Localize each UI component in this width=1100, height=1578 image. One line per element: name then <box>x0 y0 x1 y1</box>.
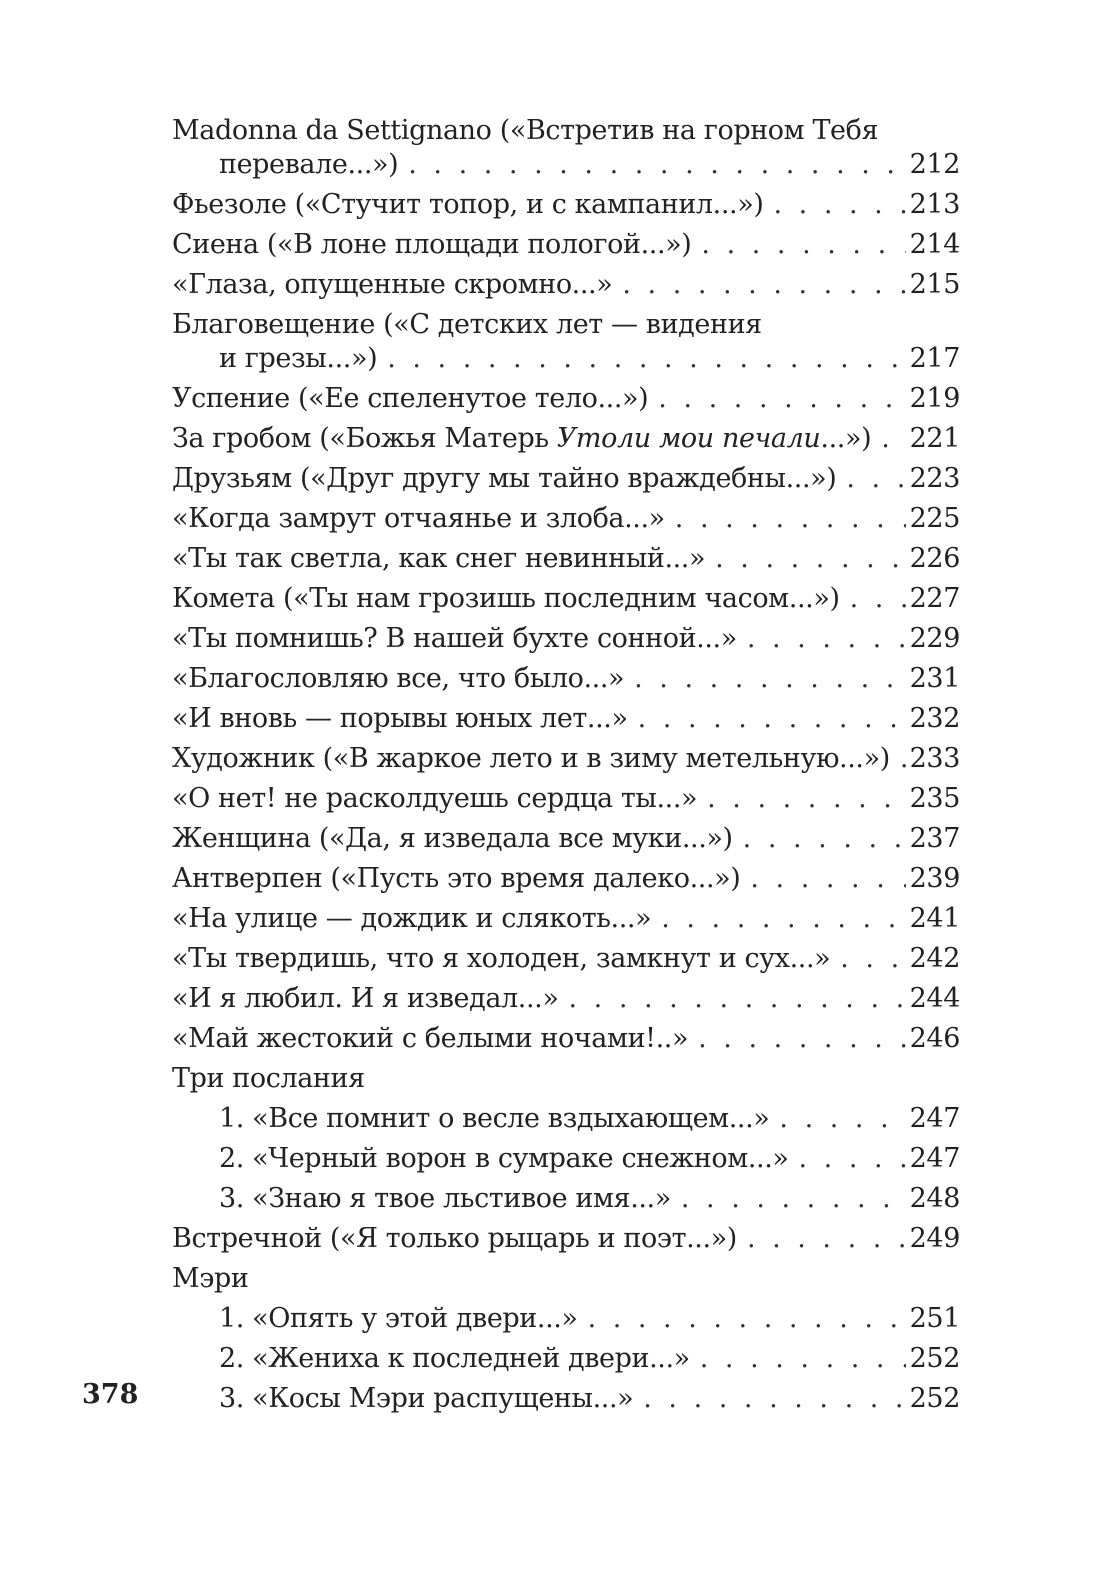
toc-section-heading <box>172 1062 960 1102</box>
toc-entry-title: Встречной («Я только рыцарь и поэт...») <box>172 1223 737 1254</box>
toc-entry-page: 214 <box>909 229 960 260</box>
dot-leader <box>846 462 905 496</box>
toc-entry-line <box>172 942 960 976</box>
dot-leader <box>661 902 905 936</box>
dot-leader <box>387 342 905 376</box>
toc-entry-title: Художник («В жаркое лето и в зиму метельную...») <box>172 743 890 774</box>
toc-entry-title: Мэри <box>172 1263 249 1294</box>
dot-leader <box>747 622 906 656</box>
toc-entry-page: 241 <box>909 903 960 934</box>
toc-entry-title: 2. «Черный ворон в сумраке снежном...» <box>219 1143 789 1174</box>
toc-entry-page: 225 <box>909 503 960 534</box>
toc-entry <box>172 462 960 502</box>
toc-entry-title: «Ты твердишь, что я холоден, замкнут и сух...» <box>172 943 831 974</box>
toc-entry-page: 251 <box>909 1303 960 1334</box>
toc-entry-page: 246 <box>909 1023 960 1054</box>
toc-entry-page: 247 <box>909 1143 960 1174</box>
toc-title-part: За гробом («Божья Матерь <box>172 423 557 454</box>
dot-leader <box>850 582 906 616</box>
toc-entry-title: Антверпен («Пусть это время далеко...») <box>172 863 741 894</box>
toc-entry <box>172 542 960 582</box>
toc-entry <box>172 382 960 422</box>
toc-entry <box>172 1022 960 1062</box>
toc-entry-title: «Благословляю все, что было...» <box>172 663 625 694</box>
toc-entry-page: 223 <box>909 463 960 494</box>
toc-entry-line <box>172 462 960 496</box>
toc-entry-page: 248 <box>909 1183 960 1214</box>
toc-entry-page: 227 <box>909 583 960 614</box>
dot-leader <box>840 942 905 976</box>
toc-entry-line <box>172 502 960 536</box>
dot-leader <box>700 1342 906 1376</box>
toc-entry-line <box>172 228 960 262</box>
toc-entry-line <box>219 1142 960 1176</box>
dot-leader <box>658 382 905 416</box>
toc-entry <box>172 622 960 662</box>
dot-leader <box>675 502 906 536</box>
toc-entry <box>172 1302 960 1342</box>
toc-entry-title: «Май жестокий с белыми ночами!..» <box>172 1023 689 1054</box>
toc-entry <box>172 1102 960 1142</box>
toc-entry-continuation-line <box>172 148 960 182</box>
toc-entry-page: 242 <box>909 943 960 974</box>
toc-entry-line <box>172 1262 960 1296</box>
toc-entry-title: 3. «Косы Мэри распущены...» <box>219 1383 634 1414</box>
toc-entry-page: 249 <box>909 1223 960 1254</box>
toc-entry-line <box>172 742 960 776</box>
toc-entry-title <box>172 422 871 456</box>
toc-entry-title: «Когда замрут отчаянье и злоба...» <box>172 503 665 534</box>
toc-entry <box>172 188 960 228</box>
toc-entry-title: «Ты так светла, как снег невинный...» <box>172 543 706 574</box>
toc-entry <box>172 582 960 622</box>
dot-leader <box>779 1102 905 1136</box>
dot-leader <box>698 1022 906 1056</box>
toc-entry-line <box>172 268 960 302</box>
toc-entry-line <box>219 1382 960 1416</box>
toc-entry-title-continuation: и грезы...») <box>219 343 378 374</box>
toc-entry-page: 232 <box>909 703 960 734</box>
toc-entry-line <box>172 622 960 656</box>
toc-entry-line <box>172 822 960 856</box>
toc-entry-title: «Глаза, опущенные скромно...» <box>172 269 613 300</box>
toc-title-part: ...») <box>820 423 872 454</box>
toc-entry-first-line <box>172 114 960 148</box>
toc-entry-page: 247 <box>909 1103 960 1134</box>
toc-entry-title: «И я любил. И я изведал...» <box>172 983 559 1014</box>
toc-entry-line <box>172 1062 960 1096</box>
toc-entry-title-continuation: перевале...») <box>219 149 399 180</box>
dot-leader <box>681 1182 906 1216</box>
toc-entry-title: Фьезоле («Стучит топор, и с кампанил...») <box>172 189 764 220</box>
toc-entry-line <box>172 188 960 222</box>
toc-title-italic: Утоли мои печали <box>556 423 821 454</box>
toc-entry <box>172 502 960 542</box>
dot-leader <box>643 1382 905 1416</box>
toc-entry <box>172 742 960 782</box>
toc-entry-title: Комета («Ты нам грозишь последним часом...») <box>172 583 840 614</box>
toc-entry-line <box>219 1182 960 1216</box>
toc-entry-title: 1. «Все помнит о весле вздыхающем...» <box>219 1103 770 1134</box>
dot-leader <box>750 862 905 896</box>
toc-entry-continuation-line <box>172 342 960 376</box>
toc-entry <box>172 268 960 308</box>
toc-entry <box>172 942 960 982</box>
toc-entry-title: Успение («Ее спеленутое тело...») <box>172 383 649 414</box>
toc-entry-page: 219 <box>909 383 960 414</box>
toc-entry <box>172 1222 960 1262</box>
toc-entry-first-line <box>172 308 960 342</box>
toc-entry-title: «Ты помнишь? В нашей бухте сонной...» <box>172 623 737 654</box>
toc-entry-line <box>172 982 960 1016</box>
toc-entry-title: Друзьям («Друг другу мы тайно враждебны...») <box>172 463 837 494</box>
toc-entry <box>172 982 960 1022</box>
toc-entry <box>172 308 960 382</box>
dot-leader <box>715 542 906 576</box>
dot-leader <box>634 662 906 696</box>
toc-entry <box>172 1182 960 1222</box>
toc-entry-line <box>172 1022 960 1056</box>
toc-entry-line <box>219 1102 960 1136</box>
toc-entry <box>172 114 960 188</box>
dot-leader <box>568 982 905 1016</box>
toc-entry <box>172 422 960 462</box>
toc-entry-page: 212 <box>909 149 960 180</box>
toc-entry-page: 221 <box>909 423 960 454</box>
toc-entry-title: Женщина («Да, я изведала все муки...») <box>172 823 733 854</box>
toc-entry-page: 237 <box>909 823 960 854</box>
dot-leader <box>747 1222 906 1256</box>
dot-leader <box>900 742 906 776</box>
toc-entry-page: 231 <box>909 663 960 694</box>
toc-entry-page: 229 <box>909 623 960 654</box>
toc-section-heading <box>172 1262 960 1302</box>
table-of-contents <box>172 114 960 1422</box>
toc-entry <box>172 1382 960 1422</box>
toc-entry-line <box>219 1302 960 1336</box>
toc-entry <box>172 662 960 702</box>
toc-entry-line <box>172 542 960 576</box>
dot-leader <box>707 782 906 816</box>
toc-entry <box>172 702 960 742</box>
dot-leader <box>881 422 905 456</box>
toc-entry-line <box>219 1342 960 1376</box>
toc-entry <box>172 782 960 822</box>
toc-entry <box>172 1342 960 1382</box>
toc-entry-page: 217 <box>909 343 960 374</box>
toc-entry-page: 252 <box>909 1383 960 1414</box>
toc-entry-title: «О нет! не расколдуешь сердца ты...» <box>172 783 698 814</box>
toc-entry-title: 2. «Жениха к последней двери...» <box>219 1343 690 1374</box>
toc-entry-title: Благовещение («С детских лет — видения <box>172 309 762 340</box>
toc-entry-line <box>172 862 960 896</box>
toc-entry-title: «И вновь — порывы юных лет...» <box>172 703 628 734</box>
toc-entry <box>172 822 960 862</box>
toc-entry-line <box>172 662 960 696</box>
toc-entry-title: «На улице — дождик и слякоть...» <box>172 903 652 934</box>
toc-entry-page: 213 <box>909 189 960 220</box>
dot-leader <box>588 1302 906 1336</box>
toc-entry-title: 1. «Опять у этой двери...» <box>219 1303 578 1334</box>
dot-leader <box>638 702 906 736</box>
toc-entry-page: 252 <box>909 1343 960 1374</box>
dot-leader <box>799 1142 906 1176</box>
toc-entry <box>172 862 960 902</box>
toc-entry <box>172 902 960 942</box>
toc-entry-page: 215 <box>909 269 960 300</box>
toc-entry-line <box>172 782 960 816</box>
dot-leader <box>773 188 905 222</box>
toc-entry-line <box>172 422 960 456</box>
dot-leader <box>743 822 906 856</box>
toc-entry-title: 3. «Знаю я твое льстивое имя...» <box>219 1183 671 1214</box>
toc-entry-page: 239 <box>909 863 960 894</box>
dot-leader <box>622 268 905 302</box>
toc-entry-line <box>172 382 960 416</box>
dot-leader <box>701 228 905 262</box>
page-number: 378 <box>82 1379 139 1410</box>
dot-leader <box>408 148 905 182</box>
toc-entry-title: Сиена («В лоне площади пологой...») <box>172 229 692 260</box>
toc-entry-line <box>172 902 960 936</box>
toc-entry-page: 235 <box>909 783 960 814</box>
toc-entry-page: 233 <box>909 743 960 774</box>
toc-entry <box>172 1142 960 1182</box>
toc-entry <box>172 228 960 268</box>
toc-entry-title: Три послания <box>172 1063 365 1094</box>
toc-entry-line <box>172 702 960 736</box>
toc-entry-title: Madonna da Settignano («Встретив на горном Тебя <box>172 115 879 146</box>
toc-entry-line <box>172 1222 960 1256</box>
toc-entry-page: 244 <box>909 983 960 1014</box>
toc-entry-page: 226 <box>909 543 960 574</box>
toc-entry-line <box>172 582 960 616</box>
